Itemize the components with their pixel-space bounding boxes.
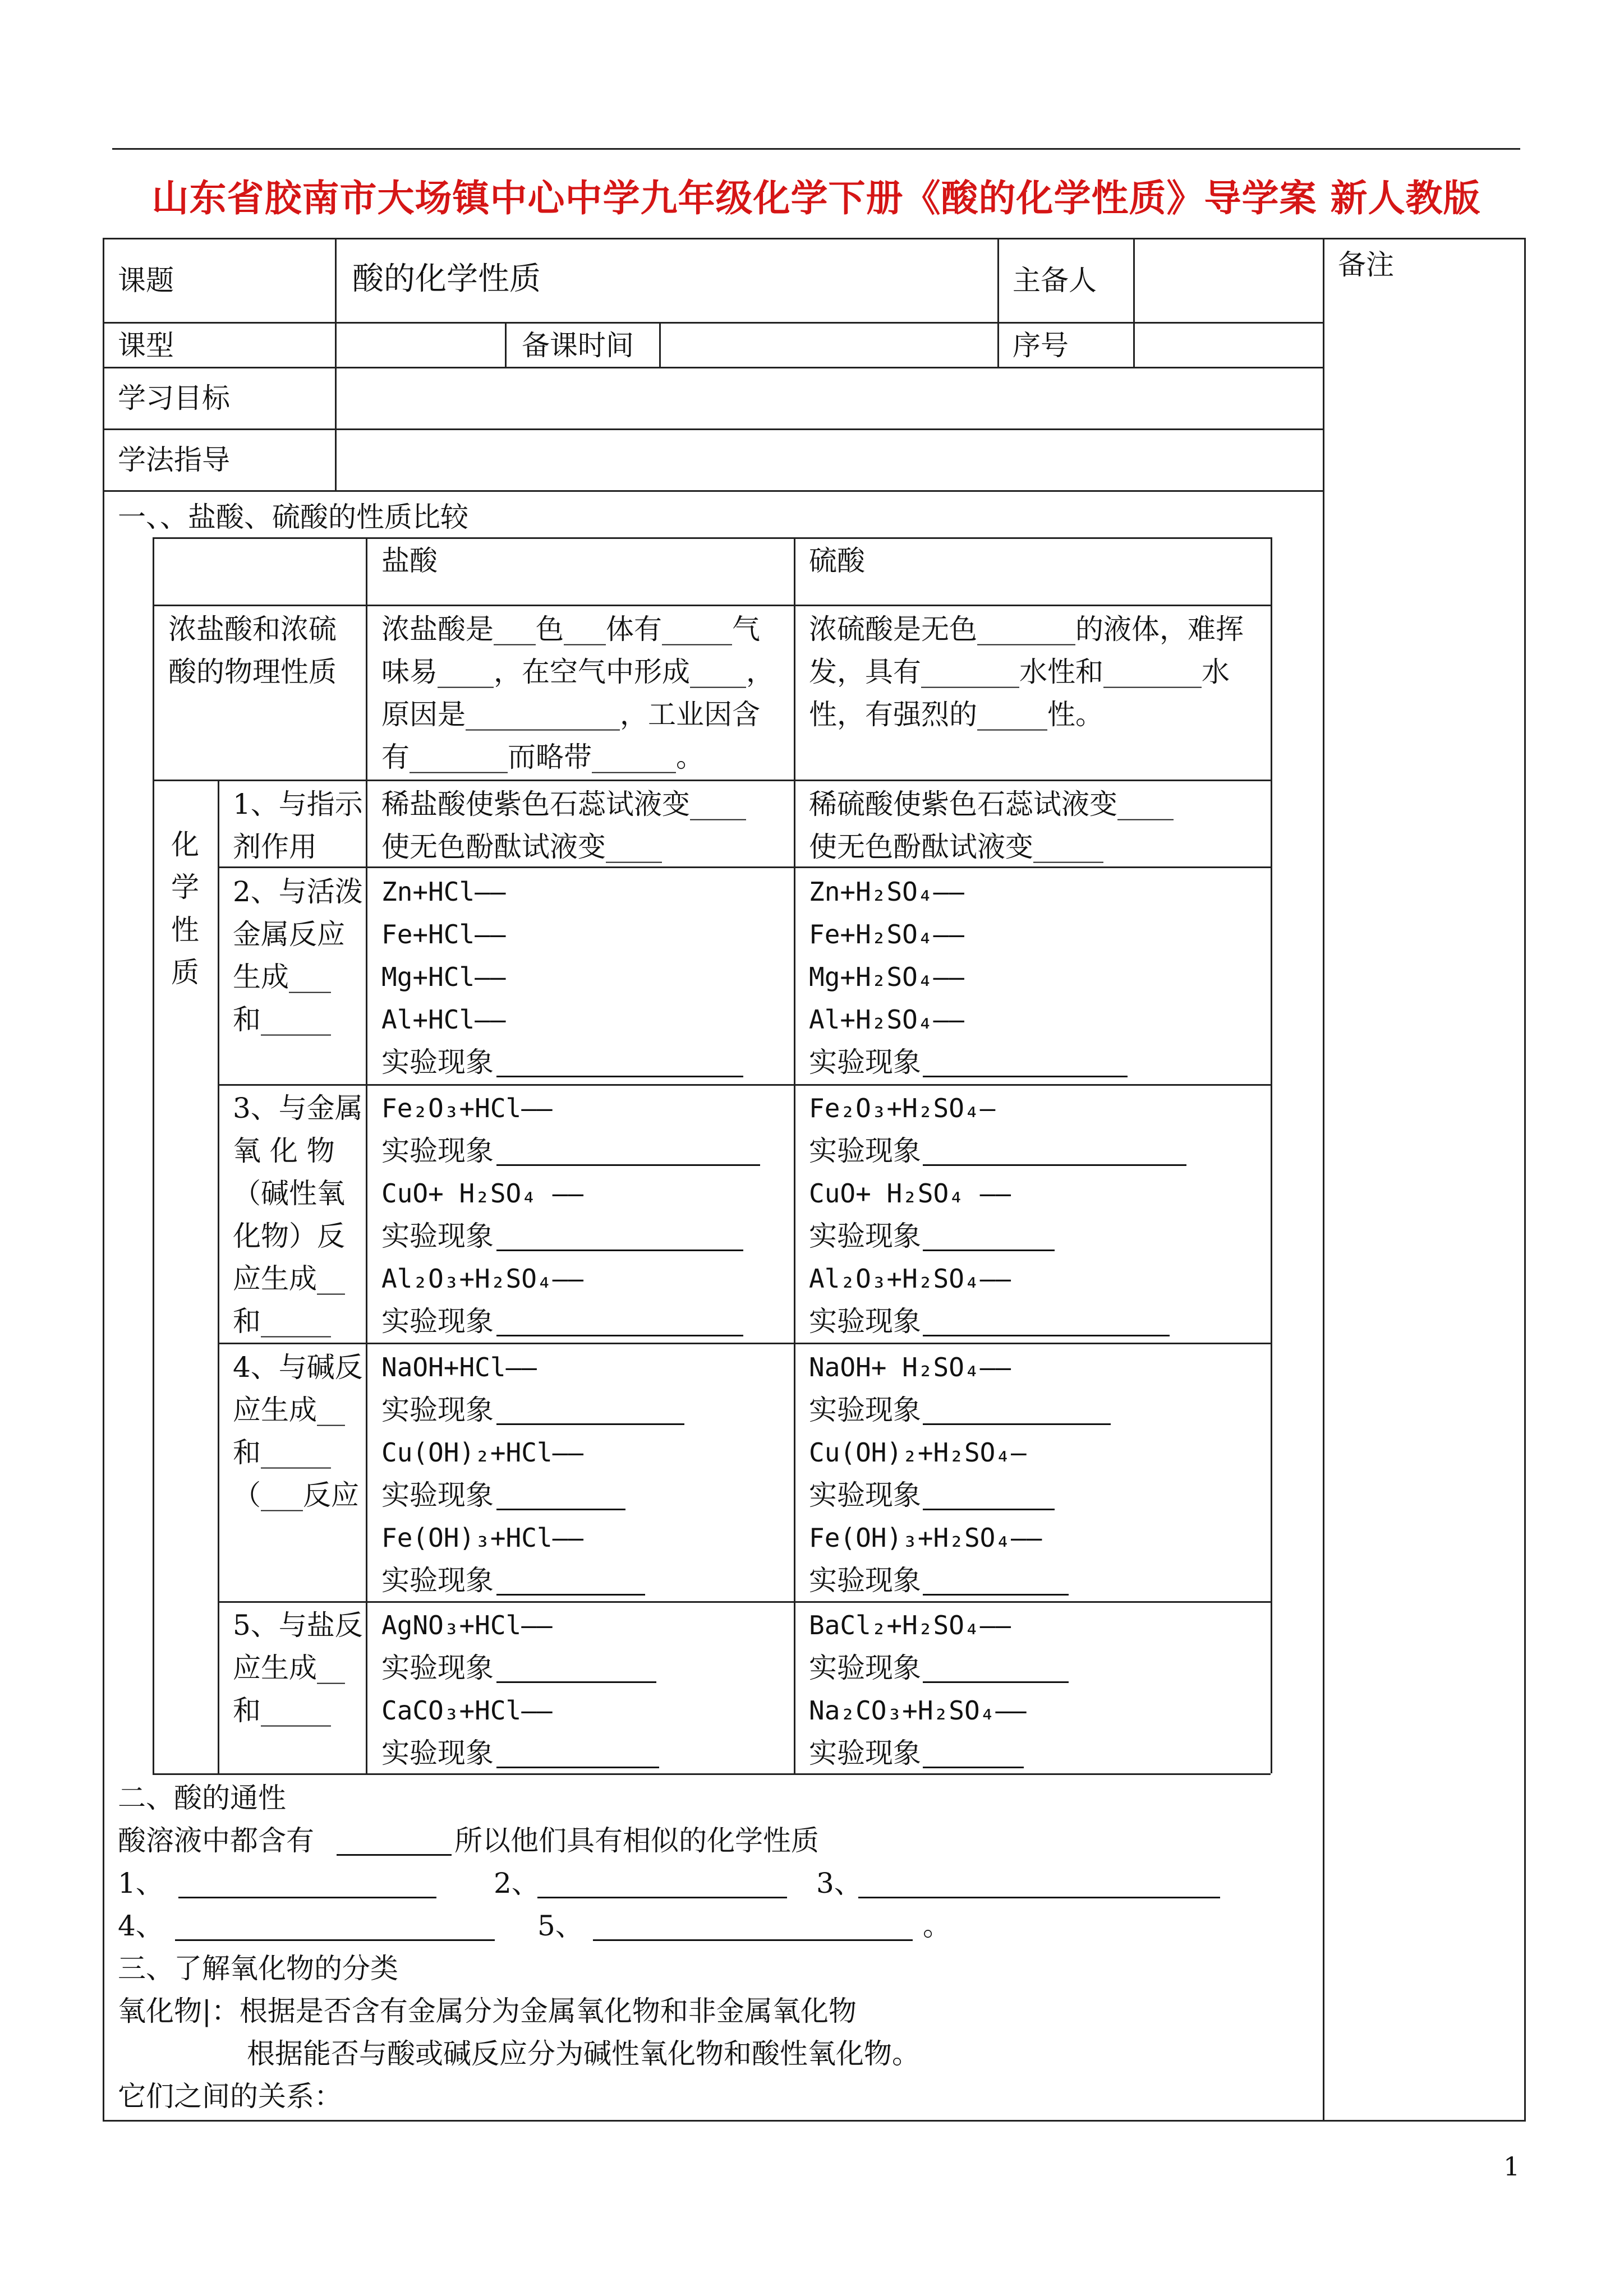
- page-number: 1: [1503, 2151, 1520, 2182]
- answer-blank[interactable]: [537, 1897, 787, 1898]
- property-number: 1、: [118, 1867, 164, 1899]
- row4-label: 应生成__: [233, 1394, 345, 1426]
- row3-label: 应生成__: [233, 1262, 345, 1295]
- row3-hcl: Fe₂O₃+HCl——: [381, 1093, 553, 1123]
- row3-h2so4: CuO+ H₂SO₄ ——: [809, 1178, 1011, 1209]
- row5-h2so4-observation: 实验现象: [809, 1652, 921, 1684]
- answer-blank[interactable]: [496, 1250, 743, 1251]
- answer-blank[interactable]: [496, 1681, 656, 1683]
- answer-blank[interactable]: [496, 1509, 625, 1510]
- divider: [505, 322, 507, 367]
- row1-h2so4: 稀硫酸使紫色石蕊试液变____: [809, 788, 1174, 820]
- row3-hcl-observation: 实验现象: [381, 1220, 494, 1252]
- property-number: 4、: [118, 1910, 164, 1942]
- row2-hcl: Al+HCl——: [381, 1004, 506, 1035]
- row2-h2so4: Fe+H₂SO₄——: [809, 919, 964, 949]
- divider: [218, 780, 219, 1773]
- property-number: 5、: [537, 1910, 583, 1942]
- row4-h2so4: NaOH+ H₂SO₄——: [809, 1352, 1011, 1382]
- phys-h2so4-line: 发，具有_______水性和_______水: [809, 656, 1230, 688]
- row4-h2so4-observation: 实验现象: [809, 1564, 921, 1597]
- phys-label: 酸的物理性质: [168, 656, 337, 688]
- row3-label: 和_____: [233, 1305, 331, 1338]
- row4-hcl: Cu(OH)₂+HCl——: [381, 1437, 584, 1468]
- topic-value: 酸的化学性质: [352, 261, 541, 297]
- row5-hcl-observation: 实验现象: [381, 1737, 494, 1769]
- divider: [218, 1601, 1271, 1603]
- row3-h2so4-observation: 实验现象: [809, 1305, 921, 1338]
- row4-label: 4、与碱反: [233, 1351, 363, 1384]
- row2-label: 和_____: [233, 1003, 331, 1036]
- row3-hcl: Al₂O₃+H₂SO₄——: [381, 1264, 584, 1294]
- divider: [103, 322, 1323, 324]
- answer-blank[interactable]: [496, 1594, 645, 1596]
- row2-h2so4: Al+H₂SO₄——: [809, 1004, 964, 1035]
- row3-hcl-observation: 实验现象: [381, 1135, 494, 1167]
- phys-h2so4-line: 浓硫酸是无色_______的液体，难挥: [809, 613, 1244, 646]
- goal-label: 学习目标: [118, 382, 230, 414]
- divider: [659, 322, 661, 367]
- prep-time-label: 备课时间: [522, 329, 634, 362]
- end-mark: 。: [923, 1910, 951, 1942]
- row5-label: 应生成__: [233, 1652, 345, 1684]
- row1-label: 1、与指示: [233, 788, 363, 820]
- row3-hcl: CuO+ H₂SO₄ ——: [381, 1178, 584, 1209]
- answer-blank[interactable]: [858, 1897, 1220, 1898]
- row4-label: （___反应: [233, 1479, 359, 1511]
- row5-h2so4: BaCl₂+H₂SO₄——: [809, 1610, 1011, 1640]
- row2-hcl: Zn+HCl——: [381, 877, 506, 907]
- preparer-label: 主备人: [1013, 264, 1097, 297]
- answer-blank[interactable]: [496, 1335, 743, 1336]
- row4-label: 和_____: [233, 1436, 331, 1469]
- row3-h2so4-observation: 实验现象: [809, 1135, 921, 1167]
- row5-h2so4: Na₂CO₃+H₂SO₄——: [809, 1695, 1027, 1726]
- answer-blank[interactable]: [337, 1854, 452, 1856]
- type-label: 课型: [118, 329, 174, 362]
- divider: [997, 238, 999, 367]
- row2-hcl: Mg+HCl——: [381, 962, 506, 992]
- section2-line1b: 所以他们具有相似的化学性质: [454, 1824, 819, 1857]
- answer-blank[interactable]: [923, 1076, 1128, 1077]
- row3-hcl-observation: 实验现象: [381, 1305, 494, 1338]
- section3-line2: 根据能否与酸或碱反应分为碱性氧化物和酸性氧化物。: [247, 2037, 920, 2070]
- row3-h2so4: Fe₂O₃+H₂SO₄—: [809, 1093, 996, 1123]
- row4-hcl-observation: 实验现象: [381, 1479, 494, 1511]
- row2-hcl-observation: 实验现象: [381, 1046, 494, 1078]
- row3-label: 化物）反: [233, 1220, 345, 1252]
- answer-blank[interactable]: [496, 1164, 760, 1166]
- phys-hcl-line: 浓盐酸是___色___体有_____气: [381, 613, 760, 646]
- divider: [103, 367, 1323, 368]
- section3-title: 三、了解氧化物的分类: [118, 1952, 398, 1985]
- seq-label: 序号: [1013, 329, 1069, 362]
- col-hcl-header: 盐酸: [381, 545, 438, 577]
- row3-label: 氧 化 物: [233, 1135, 335, 1167]
- row4-hcl: Fe(OH)₃+HCl——: [381, 1523, 584, 1553]
- row4-hcl-observation: 实验现象: [381, 1394, 494, 1426]
- row5-h2so4-observation: 实验现象: [809, 1737, 921, 1769]
- property-number: 3、: [816, 1867, 862, 1899]
- answer-blank[interactable]: [923, 1681, 1069, 1683]
- answer-blank[interactable]: [923, 1509, 1055, 1510]
- remark-column-divider: [1323, 238, 1324, 2122]
- answer-blank[interactable]: [923, 1335, 1170, 1336]
- row5-label: 和_____: [233, 1694, 331, 1727]
- answer-blank[interactable]: [175, 1939, 495, 1941]
- phys-hcl-line: 有_______而略带______。: [381, 741, 704, 773]
- divider: [794, 537, 795, 1773]
- inner-table-right: [1271, 537, 1272, 1773]
- divider: [103, 428, 1323, 430]
- row2-label: 生成___: [233, 961, 331, 993]
- chem-properties-label: 化学性质: [171, 828, 199, 989]
- divider: [366, 537, 367, 1773]
- row3-h2so4: Al₂O₃+H₂SO₄——: [809, 1264, 1011, 1294]
- phys-h2so4-line: 性，有强烈的_____性。: [809, 698, 1103, 731]
- row3-label: 3、与金属: [233, 1092, 363, 1124]
- row4-hcl: NaOH+HCl——: [381, 1352, 537, 1382]
- property-number: 2、: [494, 1867, 540, 1899]
- section2-title: 二、酸的通性: [118, 1782, 286, 1814]
- row5-hcl-observation: 实验现象: [381, 1652, 494, 1684]
- row4-hcl-observation: 实验现象: [381, 1564, 494, 1597]
- topic-label: 课题: [118, 264, 174, 297]
- divider: [218, 1343, 1271, 1344]
- method-label: 学法指导: [118, 444, 230, 476]
- row2-h2so4-observation: 实验现象: [809, 1046, 921, 1078]
- row5-label: 5、与盐反: [233, 1609, 363, 1642]
- divider: [218, 866, 1271, 868]
- row1-hcl: 稀盐酸使紫色石蕊试液变____: [381, 788, 746, 820]
- row2-h2so4: Mg+H₂SO₄——: [809, 962, 964, 992]
- row5-hcl: CaCO₃+HCl——: [381, 1695, 553, 1726]
- answer-blank[interactable]: [923, 1164, 1186, 1166]
- remark-label: 备注: [1338, 248, 1394, 281]
- row4-h2so4-observation: 实验现象: [809, 1394, 921, 1426]
- row2-label: 金属反应: [233, 918, 345, 951]
- divider: [153, 1773, 1271, 1775]
- answer-blank[interactable]: [178, 1897, 436, 1898]
- divider: [153, 537, 1271, 539]
- row3-label: （碱性氧: [233, 1177, 345, 1210]
- answer-blank[interactable]: [496, 1767, 659, 1768]
- row2-h2so4: Zn+H₂SO₄——: [809, 877, 964, 907]
- row1-hcl: 使无色酚酞试液变____: [381, 831, 662, 863]
- divider: [153, 780, 1271, 781]
- row1-label: 剂作用: [233, 831, 317, 863]
- section1-title: 一、、盐酸、硫酸的性质比较: [118, 501, 468, 533]
- phys-hcl-line: 原因是___________，工业因含: [381, 698, 760, 731]
- row4-h2so4-observation: 实验现象: [809, 1479, 921, 1511]
- col-h2so4-header: 硫酸: [809, 545, 865, 577]
- section3-line1: 氧化物|：根据是否含有金属分为金属氧化物和非金属氧化物: [118, 1995, 857, 2027]
- answer-blank[interactable]: [923, 1423, 1111, 1425]
- answer-blank[interactable]: [923, 1250, 1055, 1251]
- phys-label: 浓盐酸和浓硫: [168, 613, 337, 646]
- divider: [103, 490, 1323, 492]
- divider: [335, 238, 337, 490]
- answer-blank[interactable]: [923, 1594, 1069, 1596]
- answer-blank[interactable]: [593, 1939, 913, 1941]
- top-rule: [112, 148, 1520, 150]
- row1-h2so4: 使无色酚酞试液变_____: [809, 831, 1103, 863]
- answer-blank[interactable]: [923, 1767, 1024, 1768]
- answer-blank[interactable]: [496, 1076, 743, 1077]
- divider: [1133, 238, 1135, 367]
- section2-line1a: 酸溶液中都含有: [118, 1824, 314, 1857]
- row3-h2so4-observation: 实验现象: [809, 1220, 921, 1252]
- phys-hcl-line: 味易____，在空气中形成____，: [381, 656, 774, 688]
- row4-h2so4: Cu(OH)₂+H₂SO₄—: [809, 1437, 1027, 1468]
- row2-label: 2、与活泼: [233, 875, 363, 908]
- row4-h2so4: Fe(OH)₃+H₂SO₄——: [809, 1523, 1042, 1553]
- divider: [153, 605, 1271, 606]
- row5-hcl: AgNO₃+HCl——: [381, 1610, 553, 1640]
- document-title: 山东省胶南市大场镇中心中学九年级化学下册《酸的化学性质》导学案 新人教版: [151, 176, 1481, 220]
- section3-line3: 它们之间的关系：: [118, 2080, 342, 2113]
- inner-table-left: [153, 537, 154, 1773]
- answer-blank[interactable]: [496, 1423, 684, 1425]
- row2-hcl: Fe+HCl——: [381, 919, 506, 949]
- divider: [218, 1084, 1271, 1086]
